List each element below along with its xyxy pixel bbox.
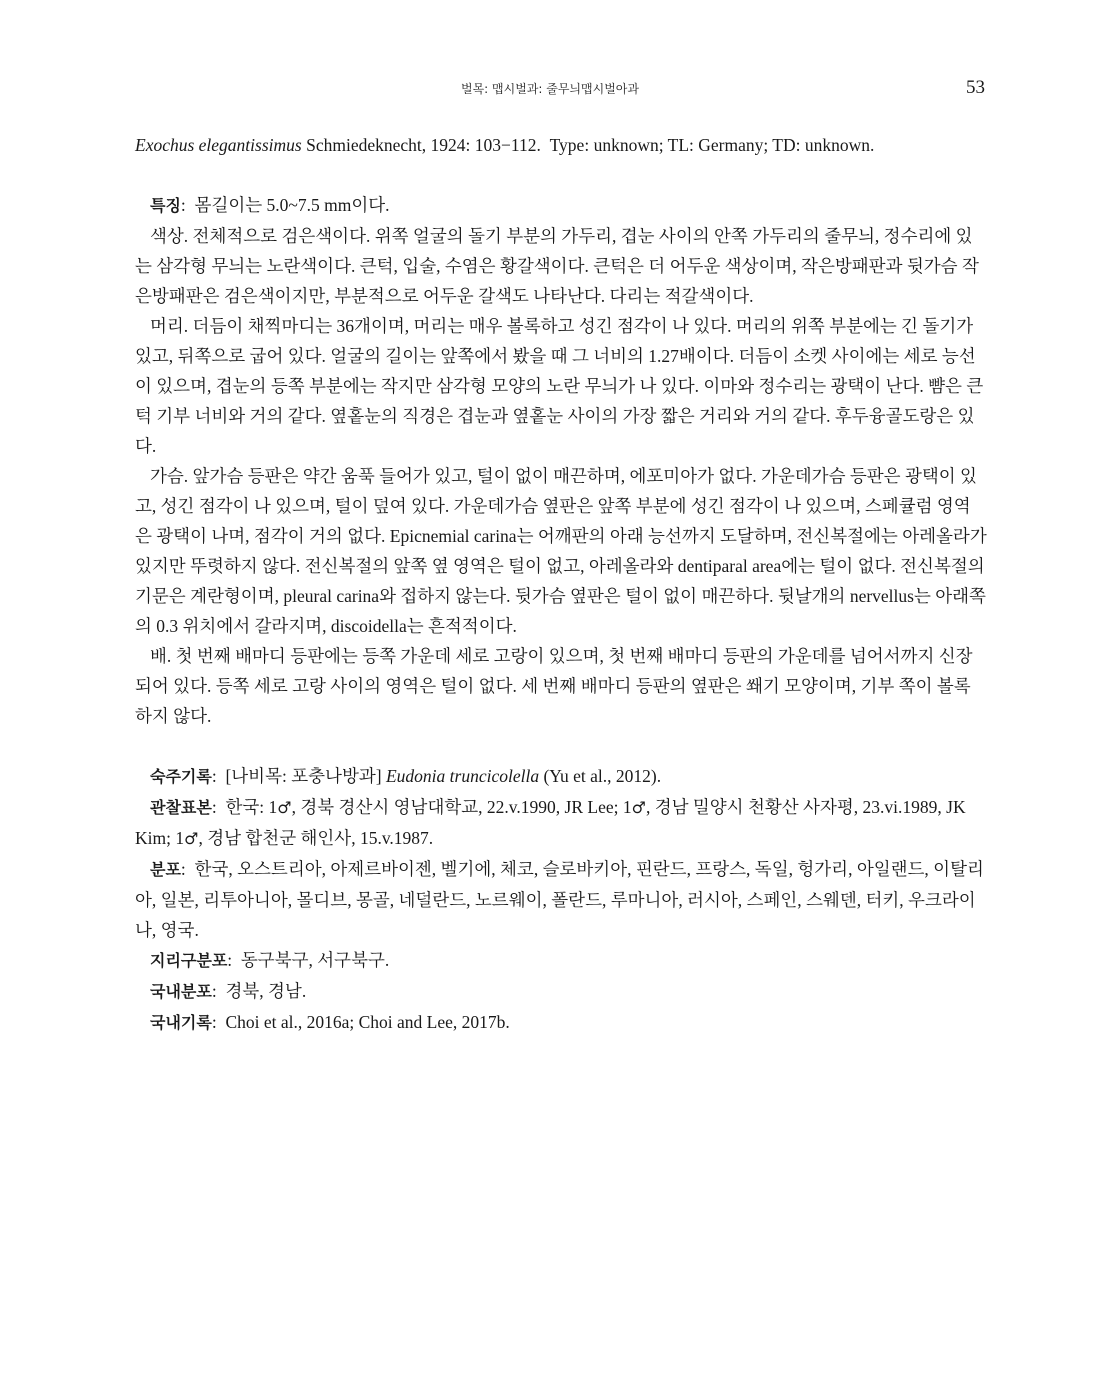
body-length: 몸길이는 5.0~7.5 mm이다. (194, 195, 390, 215)
color-paragraph: 색상. 전체적으로 검은색이다. 위쪽 얼굴의 돌기 부분의 가두리, 겹눈 사이의 안쪽 가두리의 줄무늬, 정수리에 있는 삼각형 무늬는 노란색이다. 큰턱, 입술, 수염은 황갈색이다. 큰턱은 더 어두운 색상이며, 작은방패판과 뒷가슴 작은방패판은 검은색이지만, 부분적으로 어두운 갈색도 나타난다. 다리는 적갈색이다. (135, 226, 979, 306)
male-symbol-icon: ♂ (631, 798, 646, 817)
host-suffix: (Yu et al., 2012). (543, 766, 662, 786)
domestic-records-record: 국내기록: Choi et al., 2016a; Choi and Lee, 2017b. (150, 1012, 510, 1032)
head-paragraph: 머리. 더듬이 채찍마디는 36개이며, 머리는 매우 볼록하고 성긴 점각이 나 있다. 머리의 위쪽 부분에는 긴 돌기가 있고, 뒤쪽으로 굽어 있다. 얼굴의 길이는 앞쪽에서 봤을 때 그 너비의 1.27배이다. 더듬이 소켓 사이에는 세로 능선이 있으며, 겹눈의 등쪽 부분에는 작지만 삼각형 모양의 노란 무늬가 나 있다. 이마와 정수리는 광택이 난다. 뺨은 큰턱 기부 너비와 거의 같다. 옆홑눈의 직경은 겹눈과 옆홑눈 사이의 가장 짧은 거리와 거의 같다. 후두융골도랑은 있다. (135, 316, 984, 456)
specimens-label: 관찰표본 (150, 798, 212, 817)
host-record: 숙주기록: [나비목: 포충나방과] Eudonia truncicolella (Yu et al., 2012). (150, 766, 662, 786)
abdomen-paragraph: 배. 첫 번째 배마디 등판에는 등쪽 가운데 세로 고랑이 있으며, 첫 번째 배마디 등판의 가운데를 넘어서까지 신장되어 있다. 등쪽 세로 고랑 사이의 영역은 털이 없다. 세 번째 배마디 등판의 옆판은 쐐기 모양이며, 기부 쪽이 볼록하지 않다. (135, 646, 973, 726)
domestic-records-label: 국내기록 (150, 1013, 212, 1032)
specimen-record: 관찰표본: 한국: 1♂, 경북 경산시 영남대학교, 22.v.1990, JR Lee; 1♂, 경남 밀양시 천황산 사자평, 23.vi.1989, JK Kim; 1♂, 경남 합천군 해인사, 15.v.1987. (135, 797, 966, 848)
species-entry (135, 130, 987, 160)
page-number: 53 (966, 77, 985, 98)
features-section (135, 190, 987, 731)
specimen-count: 1 (268, 797, 278, 817)
host-label: 숙주기록 (150, 767, 212, 786)
distribution-record: 분포: 한국, 오스트리아, 아제르바이젠, 벨기에, 체코, 슬로바키아, 핀란드, 프랑스, 독일, 헝가리, 아일랜드, 이탈리아, 일본, 리투아니아, 몰디브, 몽골, 네덜란드, 노르웨이, 폴란드, 루마니아, 러시아, 스페인, 스웨덴, 터키, 우크라이나, 영국. (135, 859, 984, 940)
specimen-detail: , 경남 합천군 해인사, 15.v.1987. (198, 828, 434, 848)
geo-distribution-record: 지리구분포: 동구북구, 서구북구. (150, 950, 390, 970)
distribution-label: 분포 (150, 860, 181, 879)
thorax-paragraph: 가슴. 앞가슴 등판은 약간 움푹 들어가 있고, 털이 없이 매끈하며, 에포미아가 없다. 가운데가슴 등판은 광택이 있고, 성긴 점각이 나 있으며, 털이 덮여 있다. 가운데가슴 옆판은 앞쪽 부분에 성긴 점각이 나 있으며, 스페큘럼 영역은 광택이 나며, 점각이 거의 없다. Epicnemial carina는 어깨판의 아래 능선까지 도달하며, 전신복절에는 아레올라가 있지만 뚜렷하지 않다. 전신복절의 앞쪽 옆 영역은 털이 없고, 아레올라와 dentiparal area에는 털이 없다. 전신복절의 기문은 계란형이며, pleural carina와 접하지 않는다. 뒷가슴 옆판은 털이 없이 매끈하다. 뒷날개의 nervellus는 아래쪽의 0.3 위치에서 갈라지며, discoidella는 흔적적이다. (135, 466, 987, 636)
host-species: Eudonia truncicolella (385, 766, 540, 786)
domestic-records-text: Choi et al., 2016a; Choi and Lee, 2017b. (225, 1012, 510, 1032)
distribution-text: 한국, 오스트리아, 아제르바이젠, 벨기에, 체코, 슬로바키아, 핀란드, 프랑스, 독일, 헝가리, 아일랜드, 이탈리아, 일본, 리투아니아, 몰디브, 몽골, 네덜란드, 노르웨이, 폴란드, 루마니아, 러시아, 스페인, 스웨덴, 터키, 우크라이나, 영국. (135, 859, 984, 940)
specimen-count: 1 (622, 797, 632, 817)
species-name: Exochus elegantissimus (135, 135, 302, 155)
geo-distribution-text: 동구북구, 서구북구. (240, 950, 390, 970)
species-citation: Schmiedeknecht, 1924: 103−112. (306, 135, 541, 155)
specimen-detail: , 경북 경산시 영남대학교, 22.v.1990, JR Lee; (291, 797, 623, 817)
specimen-country: 한국: (225, 797, 265, 817)
male-symbol-icon: ♂ (184, 829, 199, 848)
domestic-distribution-record: 국내분포: 경북, 경남. (150, 981, 307, 1001)
features-label: 특징 (150, 196, 181, 215)
running-header: 벌목: 맵시벌과: 줄무늬맵시벌아과 (460, 82, 639, 96)
male-symbol-icon: ♂ (277, 798, 292, 817)
specimen-detail: , 경남 밀양시 천황산 사자평, 23.vi.1989, JK Kim; (135, 797, 966, 848)
page-content (135, 130, 987, 1038)
features-heading-line: 특징: 몸길이는 5.0~7.5 mm이다. (150, 195, 390, 215)
domestic-distribution-text: 경북, 경남. (225, 981, 307, 1001)
records-section (135, 761, 987, 1038)
host-prefix: [나비목: 포충나방과] (225, 766, 382, 786)
specimen-count: 1 (175, 828, 185, 848)
domestic-distribution-label: 국내분포 (150, 982, 212, 1001)
species-type-info: Type: unknown; TL: Germany; TD: unknown. (549, 135, 875, 155)
geo-distribution-label: 지리구분포 (150, 951, 228, 970)
